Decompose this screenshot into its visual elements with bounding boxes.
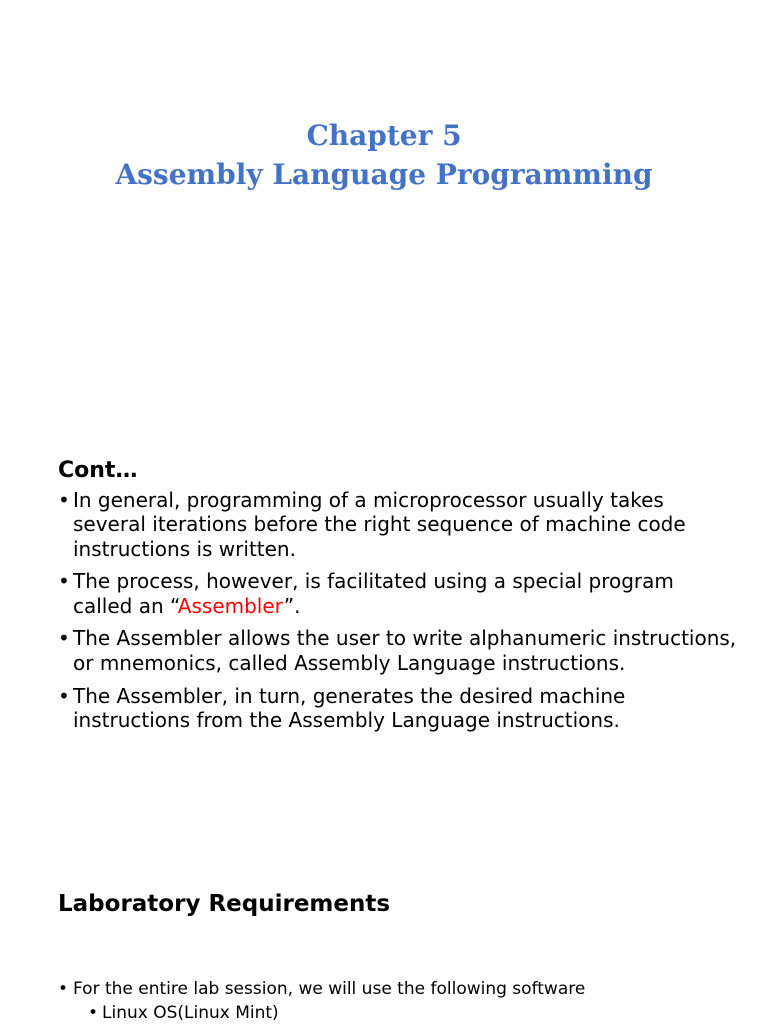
- list-item: [58, 1001, 738, 1025]
- bullet-text: Linux OS(Linux Mint): [102, 1003, 279, 1023]
- bullet-text: The Assembler, in turn, generates the desired machine instructions from the Assembly Language instructions.: [73, 683, 626, 732]
- lab-requirements-list: [58, 977, 738, 1025]
- chapter-title: Assembly Language Programming: [115, 158, 653, 191]
- bullet-text: The Assembler allows the user to write alphanumeric instructions, or mnemonics, called Assembly Language instructions.: [73, 626, 737, 675]
- bullet-text-before: The process, however, is facilitated using a special program called an “: [73, 569, 674, 618]
- bullet-icon: •: [58, 626, 70, 651]
- assembler-highlight: Assembler: [177, 593, 284, 618]
- bullet-icon: •: [58, 488, 70, 512]
- list-item: [58, 977, 738, 1001]
- bullet-icon: •: [58, 683, 70, 708]
- list-item: [58, 684, 738, 733]
- list-item: [58, 626, 738, 675]
- bullet-icon: •: [58, 569, 70, 594]
- bullet-text: In general, programming of a microprocessor usually takes several iterations before the right sequence of machine code instructions is written.: [73, 488, 686, 561]
- cont-heading: Cont…: [58, 458, 138, 483]
- lab-heading: Laboratory Requirements: [58, 891, 391, 917]
- bullet-text: For the entire lab session, we will use the following software: [73, 979, 586, 999]
- bullet-text-after: ”.: [283, 593, 301, 618]
- cont-bullet-list: [58, 488, 738, 741]
- list-item: [58, 569, 738, 618]
- bullet-icon: •: [58, 979, 69, 999]
- chapter-number: Chapter 5: [306, 119, 462, 152]
- list-item: [58, 488, 738, 561]
- bullet-icon: •: [88, 1003, 99, 1023]
